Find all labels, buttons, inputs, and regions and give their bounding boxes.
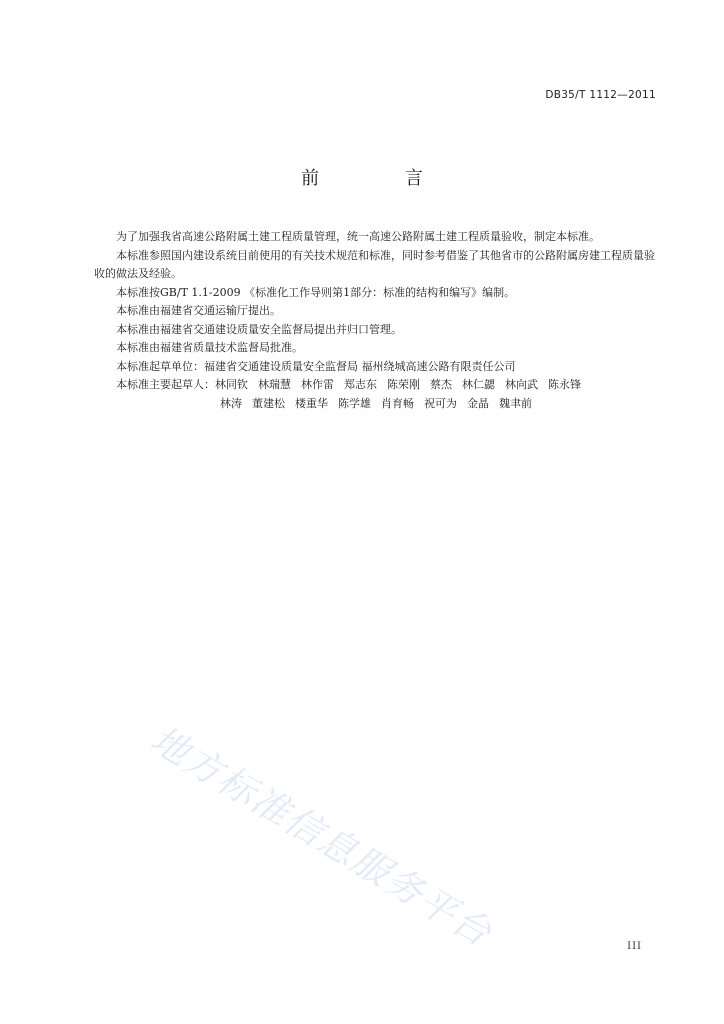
drafter-name: 祝可为 — [424, 396, 457, 410]
watermark: 地方标准信息服务平台 — [143, 717, 500, 956]
paragraph-drafting-units: 本标准起草单位：福建省交通建设质量安全监督局 福州绕城高速公路有限责任公司 — [116, 359, 516, 373]
drafters-label: 本标准主要起草人： — [116, 378, 215, 391]
drafter-name: 肖育畅 — [381, 396, 414, 410]
drafter-name: 楼重华 — [295, 396, 328, 410]
drafter-name: 董建松 — [252, 396, 285, 410]
drafter-name: 林向武 — [505, 378, 538, 391]
drafters-line-2 — [94, 395, 660, 414]
drafters-line-1 — [94, 376, 660, 395]
drafter-name: 郑志东 — [344, 378, 377, 391]
drafter-name: 林涛 — [220, 396, 242, 410]
drafter-name: 陈永锋 — [548, 378, 581, 391]
paragraph-proposer: 本标准由福建省交通运输厅提出。 — [116, 304, 281, 317]
drafter-name: 陈学雄 — [338, 396, 371, 410]
drafter-name: 金晶 — [467, 396, 489, 410]
paragraph-administrator: 本标准由福建省交通建设质量安全监督局提出并归口管理。 — [116, 322, 402, 336]
standard-code: DB35/T 1112—2011 — [545, 89, 656, 101]
paragraph-purpose: 为了加强我省高速公路附属土建工程质量管理，统一高速公路附属土建工程质量验收，制定本标准。 — [116, 230, 600, 243]
page-title: 前 言 — [301, 168, 463, 189]
drafter-name: 魏聿前 — [499, 396, 532, 410]
paragraph-approver: 本标准由福建省质量技术监督局批准。 — [116, 341, 303, 354]
drafter-name: 林作雷 — [301, 378, 334, 391]
page-number: III — [627, 941, 642, 952]
drafter-name: 林瑞慧 — [258, 378, 291, 391]
drafter-name: 蔡杰 — [430, 378, 452, 391]
drafter-name: 陈荣刚 — [387, 378, 420, 391]
paragraph-drafting-rules: 本标准按GB/T 1.1-2009 《标准化工作导则第1部分：标准的结构和编写》编制。 — [116, 285, 516, 299]
drafter-name: 林仁勰 — [462, 378, 495, 391]
foreword-body — [94, 228, 660, 413]
drafter-name: 林同钦 — [215, 378, 248, 391]
paragraph-reference: 本标准参照国内建设系统目前使用的有关技术规范和标准，同时参考借鉴了其他省市的公路附属房建工程质量验收的做法及经验。 — [94, 248, 655, 280]
